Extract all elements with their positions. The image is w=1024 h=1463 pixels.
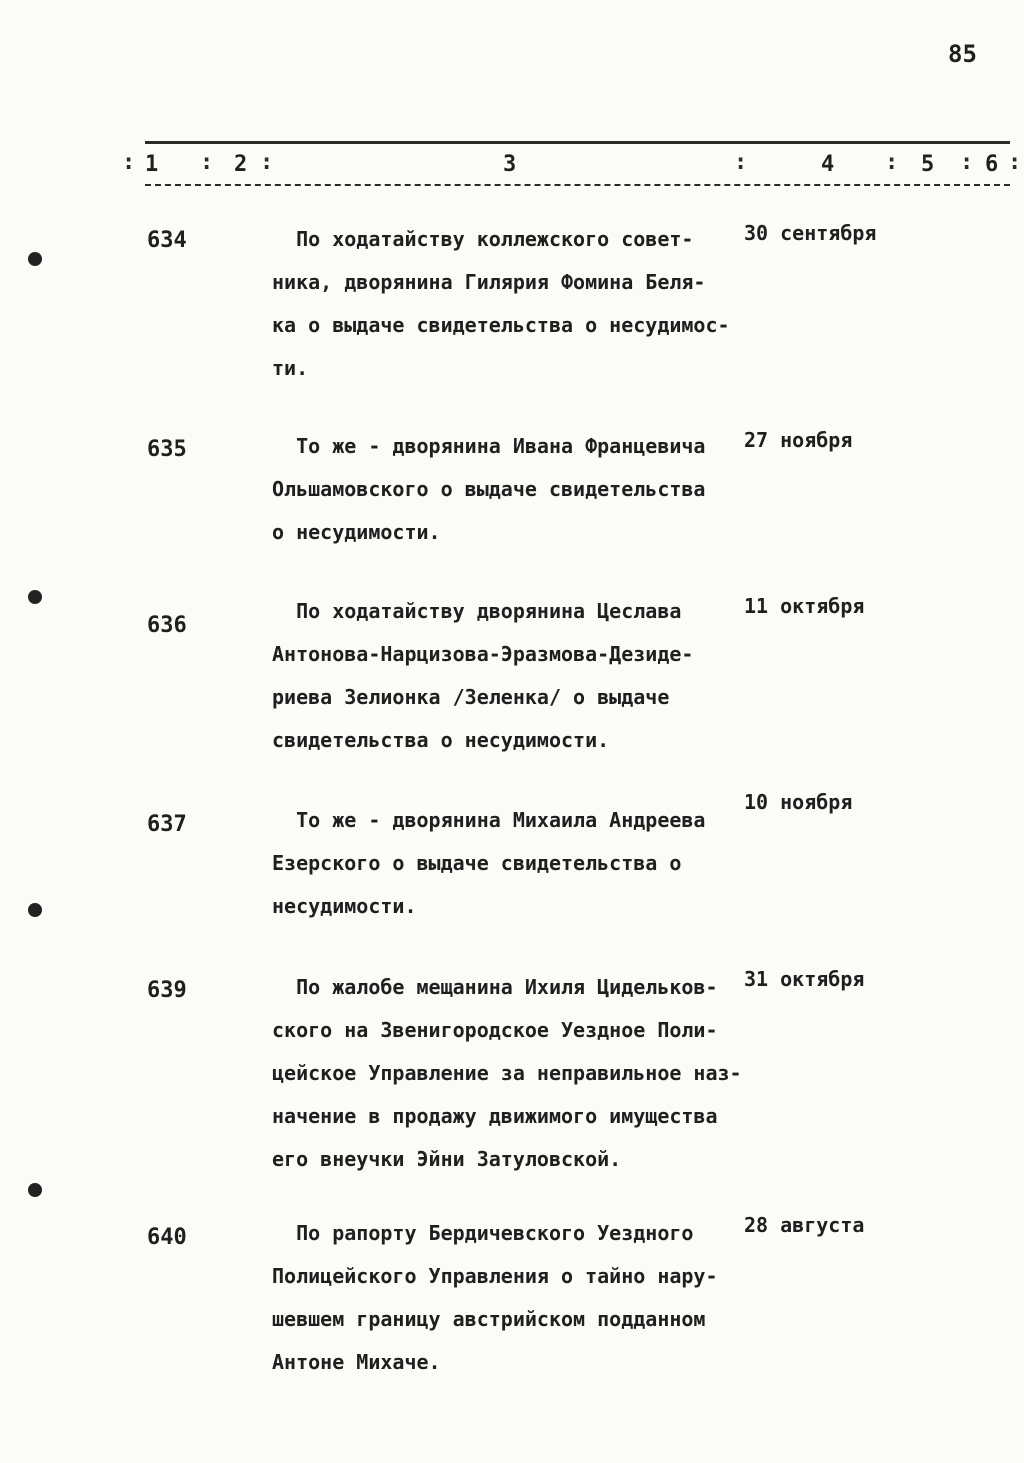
entry-text: По ходатайству коллежского совет- ника, дворянина Гилярия Фомина Беля- ка о выдаче свидетельства о несудимос- ти. xyxy=(272,227,730,380)
entry-date: 30 сентября xyxy=(744,221,877,245)
entry-number: 634 xyxy=(147,228,187,253)
column-separator: : xyxy=(960,150,974,175)
page-number: 85 xyxy=(948,40,977,68)
column-header-2: 2 xyxy=(234,152,248,177)
column-separator: : xyxy=(885,150,899,175)
column-separator: : xyxy=(260,150,274,175)
binder-hole xyxy=(28,903,42,917)
binder-hole xyxy=(28,590,42,604)
column-header-6: 6 xyxy=(985,152,999,177)
binder-hole xyxy=(28,1183,42,1197)
column-header-4: 4 xyxy=(821,152,835,177)
entry-text: По жалобе мещанина Ихиля Цидельков- ского на Звенигородское Уездное Поли- цейское Управление за неправильное наз- начение в продажу движимого имущества его внеучки Эйни Затуловской. xyxy=(272,975,742,1171)
entry-date: 10 ноября xyxy=(744,790,853,814)
entry-text: По ходатайству дворянина Цеслава Антонова-Нарцизова-Эразмова-Дезиде- риева Зелионка /Зеленка/ о выдаче свидетельства о несудимости. xyxy=(272,599,694,752)
entry-number: 640 xyxy=(147,1225,187,1250)
column-separator: : xyxy=(200,150,214,175)
header-top-rule xyxy=(145,141,1010,144)
column-header-1: 1 xyxy=(145,152,159,177)
entry-date: 31 октября xyxy=(744,967,865,991)
entry-number: 635 xyxy=(147,437,187,462)
entry-date: 11 октября xyxy=(744,594,865,618)
entry-number: 637 xyxy=(147,812,187,837)
entry-date: 27 ноября xyxy=(744,428,853,452)
column-separator: : xyxy=(1008,150,1022,175)
header-bottom-rule xyxy=(145,184,1010,186)
entry-number: 639 xyxy=(147,978,187,1003)
entry-text: То же - дворянина Михаила Андреева Езерского о выдаче свидетельства о несудимости. xyxy=(272,808,706,918)
entry-text: То же - дворянина Ивана Францевича Ольшамовского о выдаче свидетельства о несудимости. xyxy=(272,434,706,544)
column-separator: : xyxy=(734,150,748,175)
entry-date: 28 августа xyxy=(744,1213,865,1237)
column-header-3: 3 xyxy=(503,152,517,177)
binder-hole xyxy=(28,252,42,266)
column-header-5: 5 xyxy=(921,152,935,177)
entry-number: 636 xyxy=(147,613,187,638)
entry-text: По рапорту Бердичевского Уездного Полицейского Управления о тайно нару- шевшем границу австрийском подданном Антоне Михаче. xyxy=(272,1221,718,1374)
column-separator: : xyxy=(122,150,136,175)
